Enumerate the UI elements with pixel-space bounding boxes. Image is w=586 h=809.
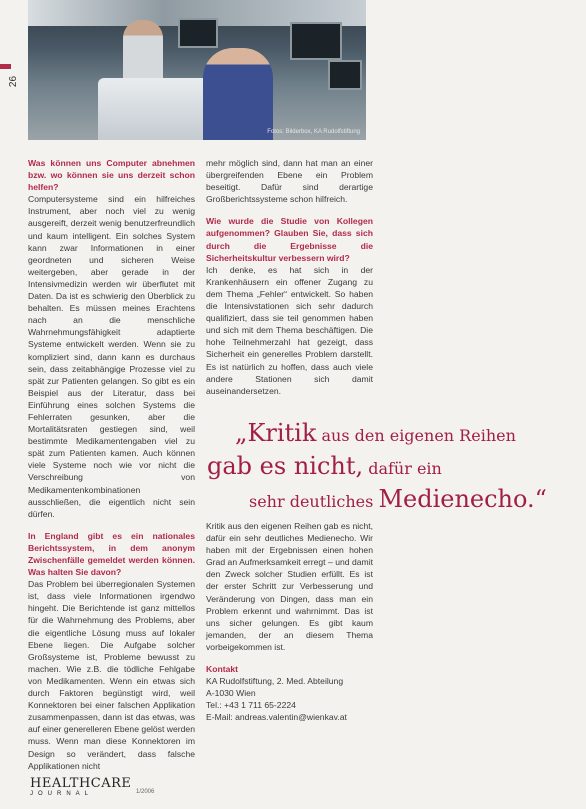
interview-question: Was können uns Computer abnehmen bzw. wo können sie uns derzeit schon helfen? — [28, 158, 195, 193]
journal-logo: HEALTHCARE JOURNAL — [30, 776, 132, 797]
contact-email: E-Mail: andreas.valentin@wienkav.at — [206, 712, 347, 723]
page-number: 26 — [8, 75, 20, 88]
contact-line: A-1030 Wien — [206, 688, 256, 699]
interview-answer: Computersysteme sind ein hilfreiches Instrument, aber noch viel zu wenig ausgereift, derzeit wenig benutzerfreundlich und kaum intelligent. Ein solches System kann zwar Informationen in einer geordneten und sicheren Weise weitergeben, aber gerade in der Intensivmedizin werden wir überflutet mit Daten. Da ist es schwierig den Überblick zu behalten. Es müssen meines Erachtens nach an die menschliche Wahrnehmungsfähigkeit adaptierte Systeme entwickelt werden. Wenn sie zu kompliziert sind, dann kann es durchaus sein, dass zeitabhängige Prozesse viel zu spät zur Patienten gelangen. So gibt es ein Beispiel aus der Literatur, dass bei Einführung eines solchen Systems die Fehlerraten gesunken, aber die Mortalitätsraten gestiegen sind, weil bestimmte Medikamentengaben viel zu spät zum Patienten kamen. Auch können viele Systeme noch wie vor nicht die Verschreibung von Medikamentenkombinationen ausschließen, die eigentlich nicht sein dürfen. — [28, 194, 195, 519]
interview-question: Wie wurde die Studie von Kollegen aufgenommen? Glauben Sie, dass sich durch die Ergebnisse die Sicherheitskultur verbessern wird? — [206, 216, 373, 263]
interview-answer: Das Problem bei überregionalen Systemen ist, dass viele Informationen irgendwo hingeht. Die Berichtende ist ganz mittellos für die Wahrnehmung des Problems, aber die eigentliche Lösung muss auf lokaler Ebene liegen. Die Aufgabe solcher Großsysteme ist, Probleme bewusst zu machen. Wie z.B. die tödliche Fehlgabe von Medikamenten. Wenn ein etwas sich durch Faktoren begünstigt wird, weil Konnektoren bei einer falschen Applikation zusammenpassen, dann ist das etwas, was auf einer generelleren Ebene gelöst werden muss. Wenn man diese Konnektoren im Design so verändert, dass falsche Applikationen nicht — [28, 579, 195, 771]
contact-line: Tel.: +43 1 711 65-2224 — [206, 700, 296, 711]
contact-line: KA Rudolfstiftung, 2. Med. Abteilung — [206, 676, 344, 687]
text-column-right-top — [206, 157, 373, 397]
pull-quote: „Kritik aus den eigenen Reihen gab es nicht, dafür ein sehr deutliches Medienecho.“ — [207, 419, 547, 513]
pull-quote-word: Kritik — [247, 419, 317, 447]
monitor-icon — [290, 22, 342, 60]
contact-heading: Kontakt — [206, 664, 238, 675]
hospital-photo — [28, 0, 366, 140]
nurse-figure — [203, 48, 273, 140]
text-column-left — [28, 157, 195, 772]
monitor-icon — [328, 60, 362, 90]
interview-answer: mehr möglich sind, dann hat man an einer übergreifenden Ebene ein Problem beseitigt. Dafür sind derartige Großberichtssysteme schon hilfreich. — [206, 158, 373, 205]
text-column-right-bottom — [206, 520, 373, 724]
interview-answer: Kritik aus den eigenen Reihen gab es nicht, dafür ein sehr deutliches Medienecho. Wir haben mit der Ergebnissen einen hohen Grad an Aufmerksamkeit erregt – und damit den Zweck solcher Studien erfüllt. Es ist der erster Schritt zur Verbesserung und Veränderung von Dingen, dass man ein Problem erkennt und wahrnimmt. Das ist uns sicher gelungen. Es gibt kaum jemanden, der an diesem Thema vorbeigekommen ist. — [206, 521, 373, 652]
photo-credit: Fotos: Bilderbox, KA Rudolfstiftung — [267, 129, 360, 135]
issue-number: 1/2006 — [136, 789, 155, 795]
monitor-icon — [178, 18, 218, 48]
interview-answer: Ich denke, es hat sich in der Krankenhäusern ein offener Zugang zu dem Thema „Fehler“ entwickelt. So haben die Intensivstationen sich sehr dadurch qualifiziert, dass sie teil genommen haben und sich mit dem Thema beschäftigen. Die hohe Teilnehmerzahl hat gezeigt, dass Sicherheit ein generelles Problem darstellt. Es ist natürlich zu hoffen, dass auch viele andere Stationen sich damit auseinandersetzen. — [206, 264, 373, 396]
interview-question: In England gibt es ein nationales Berichtssystem, in dem anonym Zwischenfälle gemeldet werden können. Was halten Sie davon? — [28, 530, 195, 578]
section-marker — [0, 64, 11, 69]
